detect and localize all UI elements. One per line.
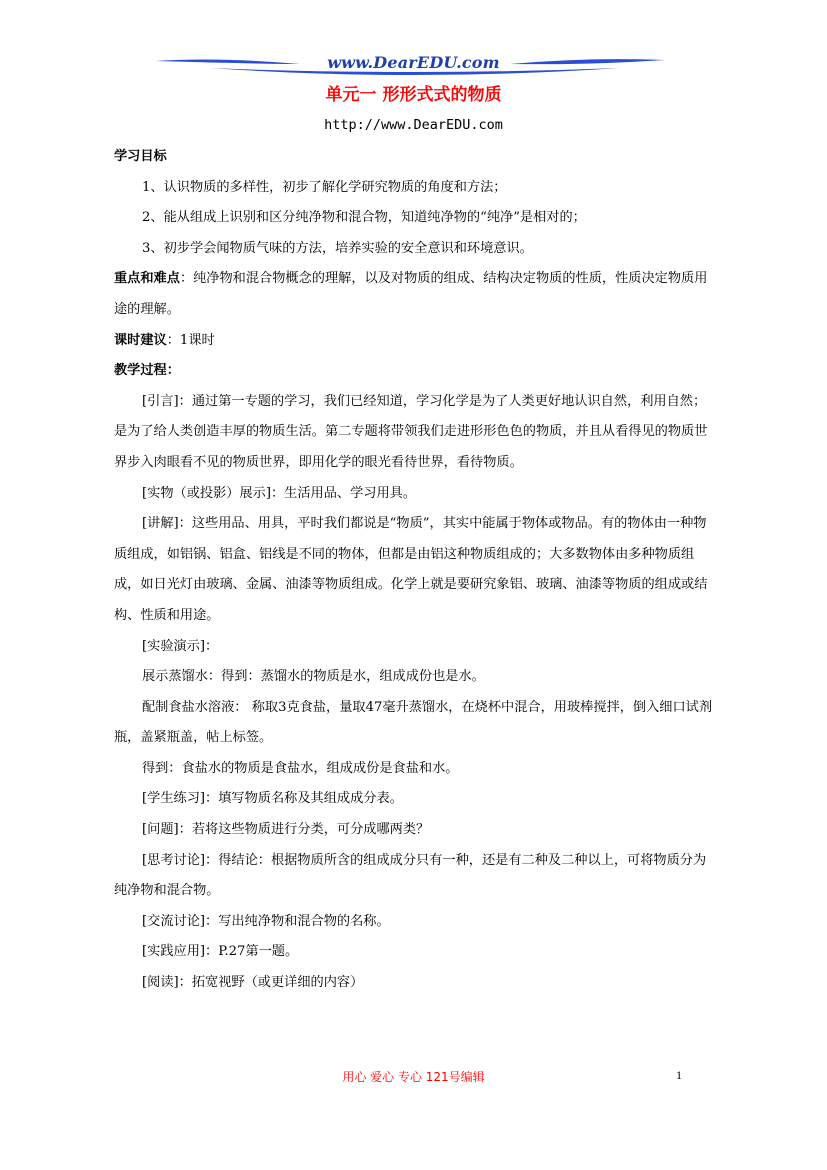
key-points-paragraph <box>114 264 714 325</box>
process-paragraph: 展示蒸馏水：得到：蒸馏水的物质是水，组成成份也是水。 <box>142 669 485 685</box>
process-paragraph: 得到：食盐水的物质是食盐水，组成成份是食盐和水。 <box>142 760 459 776</box>
document-title: 单元一 形形式式的物质 <box>325 85 502 105</box>
objective-item: 2、能从组成上识别和区分纯净物和混合物，知道纯净物的“纯净”是相对的； <box>142 210 586 226</box>
objectives-heading: 学习目标 <box>114 149 167 164</box>
hours-label: 课时建议 <box>114 332 167 348</box>
process-paragraph: [问题]：若将这些物质进行分类，可分成哪两类？ <box>142 822 430 838</box>
hours-text: ：1课时 <box>166 332 215 348</box>
process-heading: 教学过程： <box>114 363 180 379</box>
footer-slogan: 用心 爱心 专心 121号编辑 <box>342 1070 485 1084</box>
header-site-url[interactable]: www.DearEDU.com <box>327 53 500 72</box>
process-paragraph: [讲解]：这些用品、用具，平时我们都说是“物质”，其实中能属于物体或物品。有的物体由一种物质组成，如铝锅、铝盒、铝线是不同的物体，但都是由铝这种物质组成的；大多数物体由多种物质组成，如日光灯由玻璃、金属、油漆等物质组成。化学上就是要研究象铝、玻璃、油漆等物质的组成或结构、性质和用途。 <box>114 516 708 623</box>
process-paragraph: [阅读]：拓宽视野（或更详细的内容） <box>142 975 364 991</box>
key-points-label: 重点和难点 <box>114 271 180 287</box>
process-paragraph: [思考讨论]：得结论：根据物质所含的组成成分只有一种，还是有二种及二种以上，可将物质分为纯净物和混合物。 <box>114 852 707 899</box>
process-paragraph: [学生练习]：填写物质名称及其组成成分表。 <box>142 791 403 807</box>
key-points-text: ：纯净物和混合物概念的理解，以及对物质的组成、结构决定物质的性质，性质决定物质用途的理解。 <box>114 271 708 317</box>
objective-item: 1、认识物质的多样性，初步了解化学研究物质的角度和方法； <box>142 179 507 195</box>
subtitle-url[interactable]: http://www.DearEDU.com <box>324 117 503 133</box>
process-paragraph: [交流讨论]：写出纯净物和混合物的名称。 <box>142 913 390 929</box>
process-paragraph: [实物（或投影）展示]：生活用品、学习用具。 <box>142 485 417 501</box>
process-paragraph: [实践应用]：P.27第一题。 <box>142 944 299 960</box>
process-paragraph: 配制食盐水溶液： 称取3克食盐，量取47毫升蒸馏水，在烧杯中混合，用玻棒搅拌，倒入细口试剂瓶，盖紧瓶盖，帖上标签。 <box>114 699 713 746</box>
process-paragraph: [实验演示]： <box>142 638 219 654</box>
process-paragraph: [引言]：通过第一专题的学习，我们已经知道，学习化学是为了人类更好地认识自然，利用自然；是为了给人类创造丰厚的物质生活。第二专题将带领我们走进形形色色的物质，并且从看得见的物质世界步入肉眼看不见的物质世界，即用化学的眼光看待世界，看待物质。 <box>114 393 708 470</box>
document-body <box>114 142 714 999</box>
objective-item: 3、初步学会闻物质气味的方法，培养实验的安全意识和环境意识。 <box>142 240 533 256</box>
page-number: 1 <box>676 1068 682 1082</box>
hours-paragraph <box>114 326 714 357</box>
